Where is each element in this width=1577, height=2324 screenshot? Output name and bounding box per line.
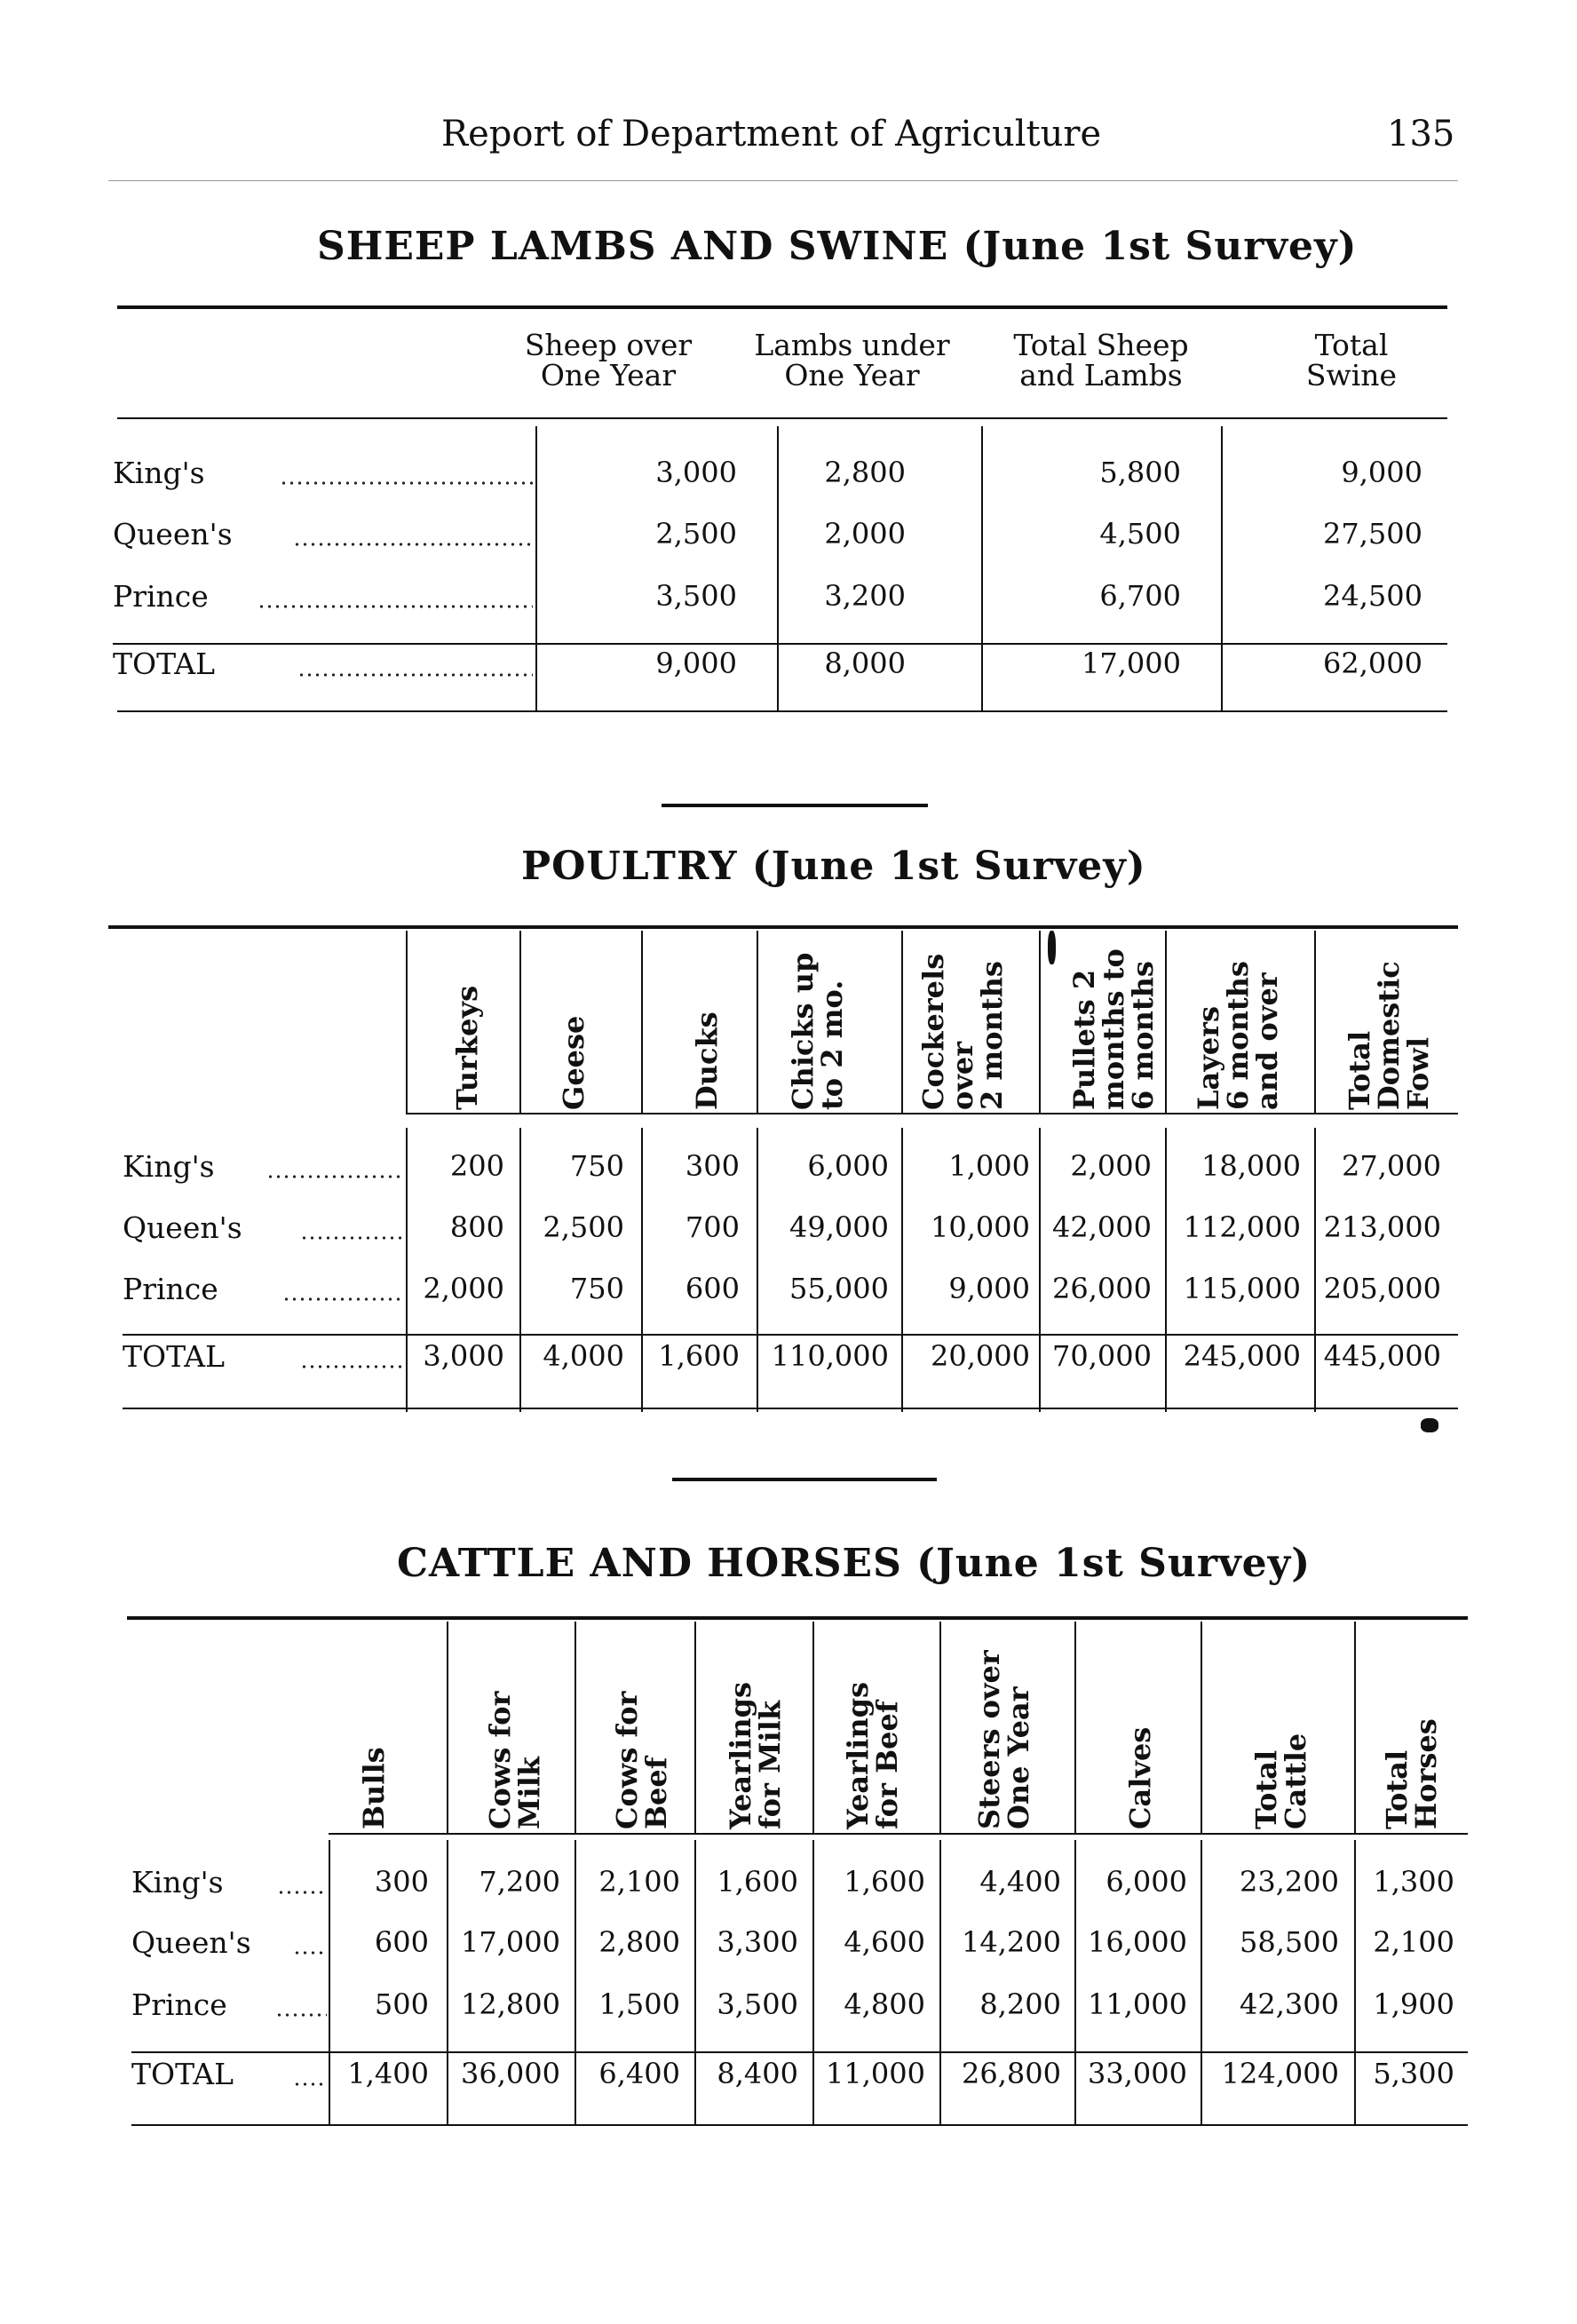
cattle-col-divider [1201,1840,1202,2124]
cell-value: 14,200 [962,1925,1061,1959]
cell-value: 17,000 [461,1925,560,1959]
cell-value: 11,000 [1088,1987,1187,2021]
cell-value: 5,800 [1099,456,1181,489]
cattle-top-rule [127,1616,1468,1620]
poultry-col-divider [519,931,521,1113]
cell-value: 27,000 [1342,1149,1441,1183]
total-value: 17,000 [1082,646,1181,680]
cell-value: 750 [569,1272,624,1305]
cattle-col-header: Total Cattle [1249,1733,1312,1829]
sheep-col-header: Lambs under One Year [754,328,950,393]
cell-value: 1,300 [1373,1865,1454,1899]
total-value: 4,000 [543,1339,624,1373]
sheep-top-rule [117,305,1447,309]
cell-value: 3,500 [655,579,737,613]
section-divider [662,804,928,807]
cell-value: 205,000 [1323,1272,1441,1305]
cell-value: 6,000 [807,1149,889,1183]
total-value: 33,000 [1088,2057,1187,2090]
poultry-col-header: Chicks up to 2 mo. [786,952,849,1110]
cattle-col-header: Yearlings for Beef [841,1682,904,1829]
cell-value: 4,600 [844,1925,925,1959]
cell-value: 27,500 [1323,517,1422,551]
poultry-table-title: POULTRY (June 1st Survey) [521,844,1146,889]
poultry-col-header: Cockerels over 2 months [916,953,1009,1110]
cattle-col-divider [447,1840,448,2124]
cell-value: 3,000 [655,456,737,489]
header-rule [108,180,1458,181]
cell-value: 500 [374,1987,429,2021]
cell-value: 600 [685,1272,740,1305]
total-value: 20,000 [931,1339,1030,1373]
cell-value: 2,500 [543,1210,624,1244]
cell-value: 9,000 [1341,456,1422,489]
row-label: King's [131,1865,224,1900]
cattle-col-divider [939,1840,941,2124]
cell-value: 4,500 [1099,517,1181,551]
poultry-col-header: Ducks [690,1011,724,1110]
total-label: TOTAL [131,2057,234,2091]
poultry-col-divider [901,1128,903,1412]
cattle-col-header: Cows for Beef [610,1691,673,1829]
cattle-bottom-rule [131,2124,1468,2126]
poultry-total-rule [123,1334,1458,1336]
poultry-col-divider [406,1128,408,1412]
cell-value: 800 [449,1210,504,1244]
poultry-col-divider [1039,1128,1041,1412]
total-value: 36,000 [461,2057,560,2090]
poultry-col-header: Pullets 2 months to 6 months [1067,948,1160,1110]
row-label: Prince [131,1987,227,2022]
poultry-col-divider [406,931,408,1113]
cattle-col-header: Yearlings for Milk [724,1682,787,1829]
cell-value: 8,200 [979,1987,1061,2021]
cell-value: 112,000 [1183,1210,1301,1244]
sheep-col-divider [1221,426,1223,710]
cell-value: 1,900 [1373,1987,1454,2021]
poultry-col-divider [1039,931,1041,1113]
poultry-col-divider [519,1128,521,1412]
poultry-col-divider [901,931,903,1113]
ink-mark [1048,931,1056,964]
poultry-col-header: Turkeys [450,985,484,1110]
poultry-col-divider [757,1128,758,1412]
cell-value: 2,000 [1070,1149,1152,1183]
cattle-col-header: Cows for Milk [483,1691,546,1829]
sheep-col-header: Total Swine [1305,328,1398,393]
leader-dots [275,2013,327,2017]
cell-value: 115,000 [1183,1272,1301,1305]
cattle-col-divider [329,1840,330,2124]
cattle-col-divider [1201,1622,1202,1833]
total-value: 9,000 [655,646,737,680]
cell-value: 3,200 [824,579,906,613]
cattle-table-title: CATTLE AND HORSES (June 1st Survey) [397,1541,1312,1586]
total-value: 3,000 [423,1339,504,1373]
cattle-col-divider [694,1840,696,2124]
cattle-header-rule [329,1833,1468,1835]
sheep-table-title: SHEEP LAMBS AND SWINE (June 1st Survey) [317,224,1358,269]
cattle-col-header: Steers over One Year [972,1650,1035,1829]
cell-value: 2,000 [824,517,906,551]
cell-value: 4,800 [844,1987,925,2021]
cattle-col-header: Bulls [357,1747,391,1829]
leader-dots [266,1175,403,1178]
cell-value: 49,000 [789,1210,889,1244]
cattle-col-divider [939,1622,941,1833]
poultry-col-header: Geese [557,1015,590,1110]
cell-value: 24,500 [1323,579,1422,613]
cell-value: 213,000 [1323,1210,1441,1244]
cattle-col-divider [575,1840,576,2124]
cell-value: 6,000 [1105,1865,1187,1899]
poultry-top-rule [108,925,1458,929]
page-number: 135 [1387,114,1455,155]
total-value: 8,400 [717,2057,798,2090]
cell-value: 2,100 [598,1865,680,1899]
cell-value: 7,200 [479,1865,560,1899]
running-header: Report of Department of Agriculture [441,114,1102,155]
poultry-col-divider [1165,1128,1167,1412]
row-label: Queen's [123,1210,242,1245]
total-value: 5,300 [1373,2057,1454,2090]
cell-value: 42,300 [1240,1987,1339,2021]
sheep-col-divider [535,426,537,710]
cell-value: 300 [685,1149,740,1183]
total-value: 1,600 [658,1339,740,1373]
cell-value: 26,000 [1052,1272,1152,1305]
leader-dots [293,543,533,546]
leader-dots [300,1236,403,1240]
total-value: 6,400 [598,2057,680,2090]
cell-value: 1,600 [717,1865,798,1899]
poultry-col-divider [641,1128,643,1412]
cell-value: 2,800 [824,456,906,489]
sheep-total-rule [113,643,1447,645]
cell-value: 2,500 [655,517,737,551]
total-value: 26,800 [962,2057,1061,2090]
total-value: 70,000 [1052,1339,1152,1373]
cell-value: 200 [449,1149,504,1183]
cattle-col-divider [1354,1840,1356,2124]
cattle-col-divider [694,1622,696,1833]
cell-value: 4,400 [979,1865,1061,1899]
poultry-col-divider [1314,1128,1316,1412]
section-divider [672,1478,937,1481]
cattle-col-divider [812,1840,814,2124]
cell-value: 6,700 [1099,579,1181,613]
poultry-col-divider [757,931,758,1113]
ink-mark [1421,1418,1438,1432]
sheep-col-header: Sheep over One Year [524,328,693,393]
leader-dots [277,1891,327,1894]
row-label: Queen's [113,517,233,551]
poultry-col-header: Total Domestic Fowl [1343,961,1435,1110]
cell-value: 16,000 [1088,1925,1187,1959]
cell-value: 3,300 [717,1925,798,1959]
cattle-total-rule [131,2051,1468,2053]
total-label: TOTAL [123,1339,226,1374]
poultry-bottom-rule [123,1408,1458,1409]
row-label: Prince [113,579,209,614]
cell-value: 58,500 [1240,1925,1339,1959]
cell-value: 55,000 [789,1272,889,1305]
cell-value: 600 [374,1925,429,1959]
cell-value: 1,500 [598,1987,680,2021]
leader-dots [293,2082,327,2086]
poultry-col-divider [641,931,643,1113]
row-label: Prince [123,1272,218,1306]
cell-value: 2,100 [1373,1925,1454,1959]
cattle-col-divider [1074,1840,1076,2124]
cell-value: 2,000 [423,1272,504,1305]
cell-value: 12,800 [461,1987,560,2021]
cell-value: 750 [569,1149,624,1183]
cell-value: 3,500 [717,1987,798,2021]
cell-value: 2,800 [598,1925,680,1959]
row-label: King's [123,1149,215,1184]
cell-value: 300 [374,1865,429,1899]
cell-value: 1,000 [948,1149,1030,1183]
leader-dots [297,673,533,677]
row-label: King's [113,456,205,490]
leader-dots [280,481,533,485]
cattle-col-header: Total Horses [1380,1718,1443,1829]
total-value: 110,000 [771,1339,889,1373]
cattle-col-divider [447,1622,448,1833]
cattle-col-divider [1074,1622,1076,1833]
cell-value: 23,200 [1240,1865,1339,1899]
cell-value: 700 [685,1210,740,1244]
total-value: 124,000 [1221,2057,1339,2090]
total-value: 8,000 [824,646,906,680]
sheep-col-header: Total Sheep and Lambs [1013,328,1189,393]
cell-value: 42,000 [1052,1210,1152,1244]
leader-dots [293,1951,327,1955]
sheep-header-rule [117,417,1447,419]
poultry-header-rule [406,1113,1458,1114]
sheep-bottom-rule [117,710,1447,712]
row-label: Queen's [131,1925,251,1960]
leader-dots [300,1365,403,1368]
sheep-col-divider [981,426,983,710]
total-value: 11,000 [826,2057,925,2090]
poultry-col-divider [1314,931,1316,1113]
cattle-col-divider [1354,1622,1356,1833]
total-value: 245,000 [1183,1339,1301,1373]
leader-dots [282,1297,403,1301]
total-value: 1,400 [347,2057,429,2090]
total-label: TOTAL [113,646,216,681]
total-value: 445,000 [1323,1339,1441,1373]
poultry-col-header: Layers 6 months and over [1192,961,1284,1110]
cattle-col-divider [575,1622,576,1833]
cell-value: 9,000 [948,1272,1030,1305]
cell-value: 1,600 [844,1865,925,1899]
cattle-col-header: Calves [1123,1726,1157,1829]
leader-dots [258,605,533,608]
total-value: 62,000 [1323,646,1422,680]
poultry-col-divider [1165,931,1167,1113]
cell-value: 10,000 [931,1210,1030,1244]
cell-value: 18,000 [1201,1149,1301,1183]
cattle-col-divider [812,1622,814,1833]
